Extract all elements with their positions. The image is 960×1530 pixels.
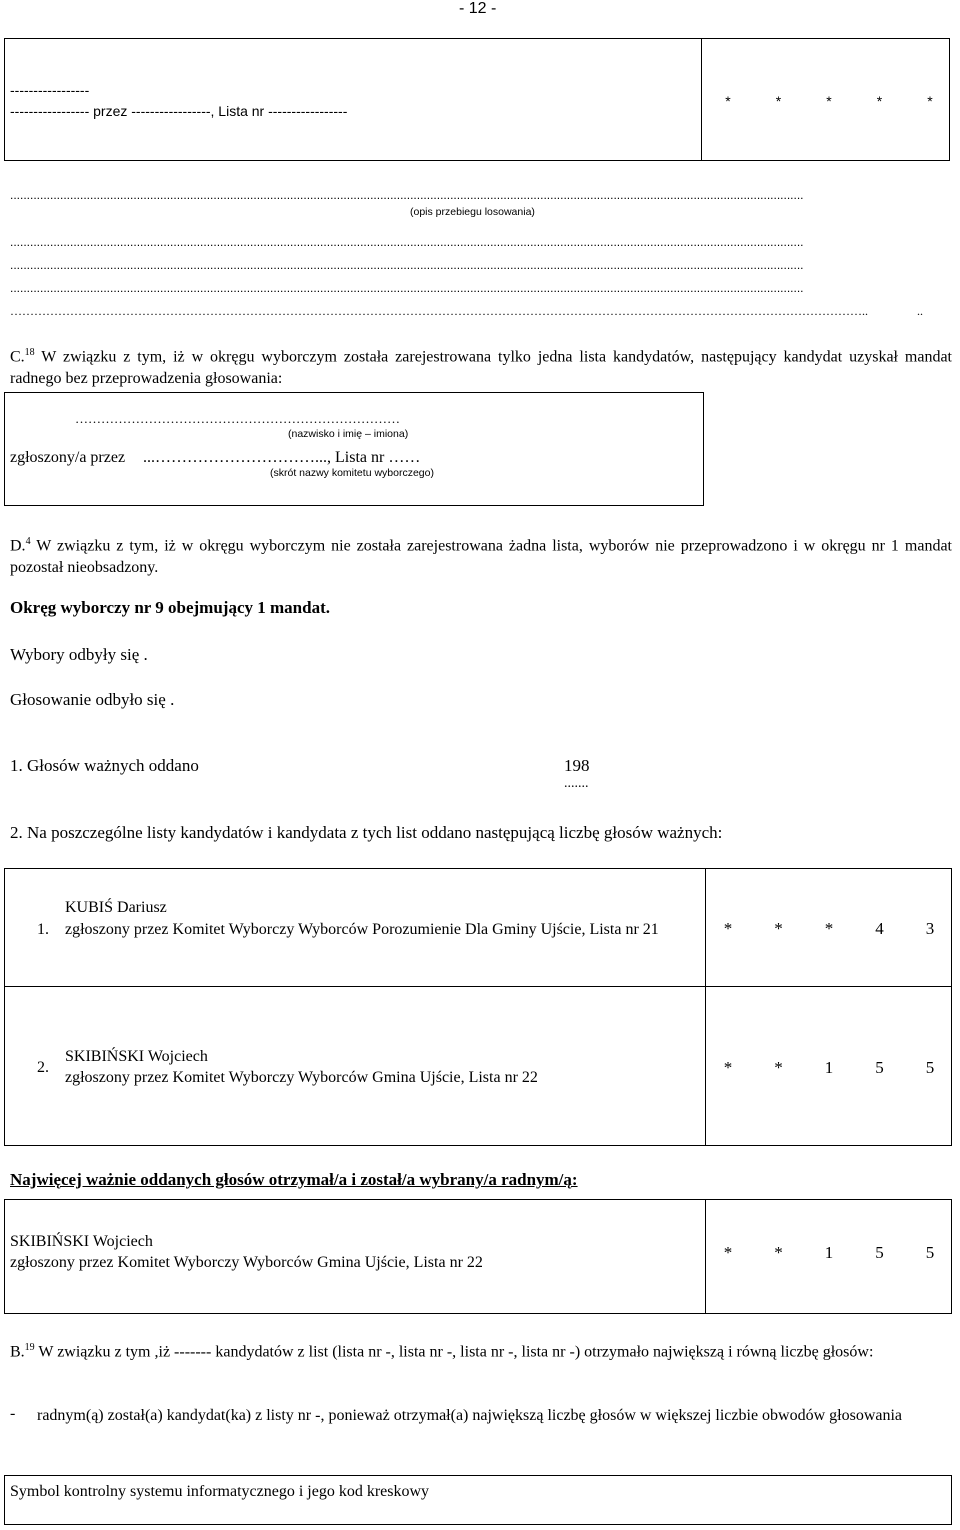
district-heading: Okręg wyborczy nr 9 obejmujący 1 mandat. bbox=[10, 598, 330, 617]
candidate-number: 1. bbox=[37, 921, 49, 938]
cell: * bbox=[775, 93, 782, 109]
cell: 5 bbox=[875, 1243, 884, 1262]
vote-cells bbox=[721, 1058, 937, 1078]
cell: 1 bbox=[824, 1243, 834, 1262]
draw-line-2: ----------------- przez -----------------, Lista nr ----------------- bbox=[10, 103, 348, 119]
vote-cells bbox=[721, 919, 937, 939]
candidate-name-dots: ………………………………………………………………… bbox=[75, 411, 400, 426]
cell: * bbox=[723, 919, 733, 938]
cell: * bbox=[774, 1058, 783, 1077]
cell-divider bbox=[705, 869, 706, 986]
cell: * bbox=[774, 919, 783, 938]
candidate-row bbox=[4, 868, 952, 987]
footnote-ref: 4 bbox=[25, 536, 31, 547]
section-c-text: W związku z tym, iż w okręgu wyborczym została zarejestrowana tylko jedna lista kandydatów, następujący kandydat uzyskał mandat radnego bez przeprowadzenia głosowania: bbox=[10, 348, 952, 388]
draw-result-box bbox=[4, 38, 950, 161]
candidate-number: 2. bbox=[37, 1059, 49, 1076]
section-d-text: W związku z tym, iż w okręgu wyborczym nie została zarejestrowana żadna lista, wyborów nie przeprowadzono i w okręgu nr 1 mandat pozostał nieobsadzony. bbox=[10, 537, 952, 577]
dots-line: .............................................................................................................................................................................................................................................. bbox=[10, 235, 804, 249]
candidate-row bbox=[4, 986, 952, 1146]
dots-end: .. bbox=[917, 304, 923, 318]
section-b-text: W związku z tym ,iż ------- kandydatów z list (lista nr -, lista nr -, lista nr -, lista nr -) otrzymało największą i równą liczbę głosów: bbox=[34, 1343, 874, 1361]
votes-intro: 2. Na poszczególne listy kandydatów i kandydata z tych list oddano następującą liczbę głosów ważnych: bbox=[10, 823, 723, 842]
footnote-ref: 18 bbox=[24, 347, 35, 358]
unopposed-candidate-box bbox=[4, 392, 704, 506]
footnote-ref: 19 bbox=[24, 1342, 35, 1353]
reported-by-label: zgłoszony/a przez bbox=[10, 449, 126, 466]
valid-votes-value: 198 bbox=[564, 756, 590, 775]
cell: * bbox=[725, 93, 731, 109]
committee-caption: (skrót nazwy komitetu wyborczego) bbox=[270, 467, 434, 479]
cell: 5 bbox=[875, 1058, 884, 1077]
elections-held: Wybory odbyły się . bbox=[10, 645, 148, 664]
cell: * bbox=[723, 1058, 733, 1077]
valid-votes-dots: ....... bbox=[564, 776, 589, 791]
winner-details: zgłoszony przez Komitet Wyborczy Wyborców Gmina Ujście, Lista nr 22 bbox=[10, 1254, 483, 1271]
candidate-details: zgłoszony przez Komitet Wyborczy Wyborców Porozumienie Dla Gminy Ujście, Lista nr 21 bbox=[65, 921, 659, 938]
candidate-name: SKIBIŃSKI Wojciech bbox=[65, 1048, 208, 1065]
cell-divider bbox=[705, 1200, 706, 1313]
winner-row bbox=[4, 1199, 952, 1314]
b-item-text: radnym(ą) został(a) kandydat(ka) z listy nr -, ponieważ otrzymał(a) największą liczbę głosów w większej liczbie obwodów głosowania bbox=[37, 1407, 903, 1424]
candidate-name: KUBIŚ Dariusz bbox=[65, 899, 167, 916]
cell: * bbox=[774, 1243, 783, 1262]
valid-votes-label: 1. Głosów ważnych oddano bbox=[10, 756, 199, 775]
cell: * bbox=[826, 93, 832, 109]
section-d-prefix: D. bbox=[10, 537, 26, 555]
cell-divider bbox=[705, 987, 706, 1145]
cell-divider bbox=[701, 39, 702, 160]
candidate-details: zgłoszony przez Komitet Wyborczy Wyborców Gmina Ujście, Lista nr 22 bbox=[65, 1069, 538, 1086]
winner-name: SKIBIŃSKI Wojciech bbox=[10, 1233, 153, 1250]
cell: 1 bbox=[824, 1058, 834, 1077]
section-b-prefix: B. bbox=[10, 1343, 25, 1361]
section-c-prefix: C. bbox=[10, 348, 25, 366]
cell: 4 bbox=[875, 919, 884, 938]
section-c-paragraph bbox=[10, 342, 952, 390]
page-number: - 12 - bbox=[459, 0, 497, 17]
vote-cells bbox=[721, 1243, 937, 1263]
cell: 5 bbox=[925, 1243, 935, 1262]
draw-description-caption: (opis przebiegu losowania) bbox=[410, 206, 535, 218]
voting-held: Głosowanie odbyło się . bbox=[10, 690, 175, 709]
cell: * bbox=[927, 93, 933, 109]
candidate-name-caption: (nazwisko i imię – imiona) bbox=[288, 428, 409, 440]
cell: 3 bbox=[925, 919, 935, 938]
winner-heading: Najwięcej ważnie oddanych głosów otrzymał/a i został/a wybrany/a radnym/ą: bbox=[10, 1170, 578, 1189]
draw-line-1: ----------------- bbox=[10, 82, 90, 98]
control-symbol-label: Symbol kontrolny systemu informatycznego i jego kod kreskowy bbox=[10, 1483, 430, 1500]
section-d-paragraph bbox=[10, 531, 952, 579]
cell: * bbox=[723, 1243, 733, 1262]
section-b-paragraph bbox=[10, 1337, 952, 1363]
cell: * bbox=[876, 93, 883, 109]
vote-cells bbox=[721, 93, 937, 109]
dots-line: .............................................................................................................................................................................................................................................. bbox=[10, 258, 804, 272]
draw-description-dots: .............................................................................................................................................................................................................................................. bbox=[10, 188, 804, 202]
list-dash: - bbox=[10, 1405, 16, 1422]
cell: * bbox=[824, 919, 834, 938]
committee-dots: ...…………………………..., Lista nr …… bbox=[143, 449, 421, 466]
control-symbol-box bbox=[4, 1475, 952, 1525]
dots-line: …………………………………………………………………………………………………………………………………………………………………………………………….. bbox=[10, 304, 868, 318]
cell: 5 bbox=[925, 1058, 935, 1077]
dots-line: .............................................................................................................................................................................................................................................. bbox=[10, 281, 804, 295]
